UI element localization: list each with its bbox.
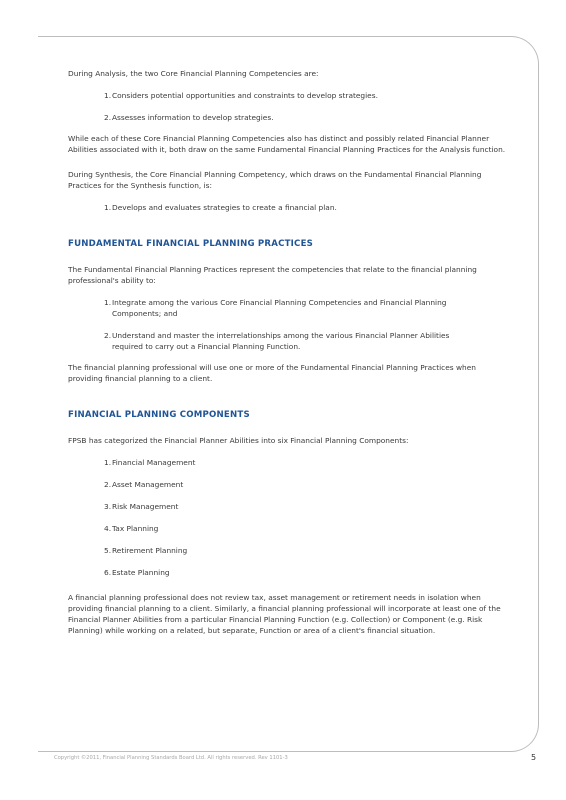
components-heading: FINANCIAL PLANNING COMPONENTS — [68, 410, 250, 420]
list-item-number: 1. — [104, 203, 112, 212]
list-item — [68, 501, 508, 512]
list-item — [68, 567, 508, 578]
list-item-text: Risk Management — [112, 502, 179, 511]
list-item-text: Financial Management — [112, 458, 196, 467]
practices-heading: FUNDAMENTAL FINANCIAL PLANNING PRACTICES — [68, 239, 314, 249]
list-item — [68, 457, 508, 468]
list-item — [68, 479, 508, 490]
list-item-number: 2. — [104, 113, 112, 122]
list-item-number: 4. — [104, 524, 112, 533]
footer-copyright: Copyright ©2011, Financial Planning Standards Board Ltd. All rights reserved. Rev 1101-3 — [54, 755, 288, 761]
list-item-number: 6. — [104, 568, 112, 577]
components-paragraph: A financial planning professional does not review tax, asset management or retirement needs in isolation when providing financial planning to a client. Similarly, a financial planning professional will incorporate at least one of the Financial Planner Abilities from a particular Financial Planning Function (e.g. Collection) or Component (e.g. Risk Planning) while working on a related, but separate, Function or area of a client's financial situation. — [68, 593, 501, 635]
list-item — [68, 90, 508, 101]
practices-paragraph: The financial planning professional will use one or more of the Fundamental Financial Planning Practices when providing financial planning to a client. — [68, 363, 476, 383]
list-item-number: 3. — [104, 502, 112, 511]
analysis-intro: During Analysis, the two Core Financial Planning Competencies are: — [68, 69, 319, 78]
list-item-text: Estate Planning — [112, 568, 170, 577]
list-item-number: 5. — [104, 546, 112, 555]
document-body — [68, 68, 508, 636]
analysis-list — [68, 90, 508, 123]
list-item — [68, 523, 508, 534]
analysis-paragraph: While each of these Core Financial Planning Competencies also has distinct and possibly related Financial Planner Abilities associated with it, both draw on the same Fundamental Financial Planning Practices for the Analysis function. — [68, 134, 506, 154]
list-item-number: 2. — [104, 331, 112, 340]
list-item — [68, 330, 508, 352]
list-item-number: 2. — [104, 480, 112, 489]
synthesis-intro: During Synthesis, the Core Financial Planning Competency, which draws on the Fundamental Financial Planning Practices for the Synthesis function, is: — [68, 170, 482, 190]
list-item — [68, 112, 508, 123]
practices-intro: The Fundamental Financial Planning Practices represent the competencies that relate to the financial planning professional's ability to: — [68, 265, 477, 285]
list-item-text: Asset Management — [112, 480, 184, 489]
list-item-text: Retirement Planning — [112, 546, 188, 555]
list-item-text: Tax Planning — [112, 524, 159, 533]
list-item-text: Considers potential opportunities and constraints to develop strategies. — [112, 91, 378, 100]
components-list — [68, 457, 508, 578]
list-item-text: Understand and master the interrelationships among the various Financial Planner Abilities required to carry out a Financial Planning Function. — [112, 331, 450, 351]
components-intro: FPSB has categorized the Financial Planner Abilities into six Financial Planning Components: — [68, 436, 409, 445]
list-item-text: Integrate among the various Core Financial Planning Competencies and Financial Planning Components; and — [112, 298, 447, 318]
practices-list — [68, 297, 508, 352]
list-item — [68, 202, 508, 213]
list-item-text: Develops and evaluates strategies to create a financial plan. — [112, 203, 337, 212]
list-item — [68, 297, 508, 319]
list-item-number: 1. — [104, 298, 112, 307]
synthesis-list — [68, 202, 508, 213]
list-item-number: 1. — [104, 458, 112, 467]
list-item-number: 1. — [104, 91, 112, 100]
list-item-text: Assesses information to develop strategies. — [112, 113, 274, 122]
page-number: 5 — [531, 753, 537, 762]
list-item — [68, 545, 508, 556]
